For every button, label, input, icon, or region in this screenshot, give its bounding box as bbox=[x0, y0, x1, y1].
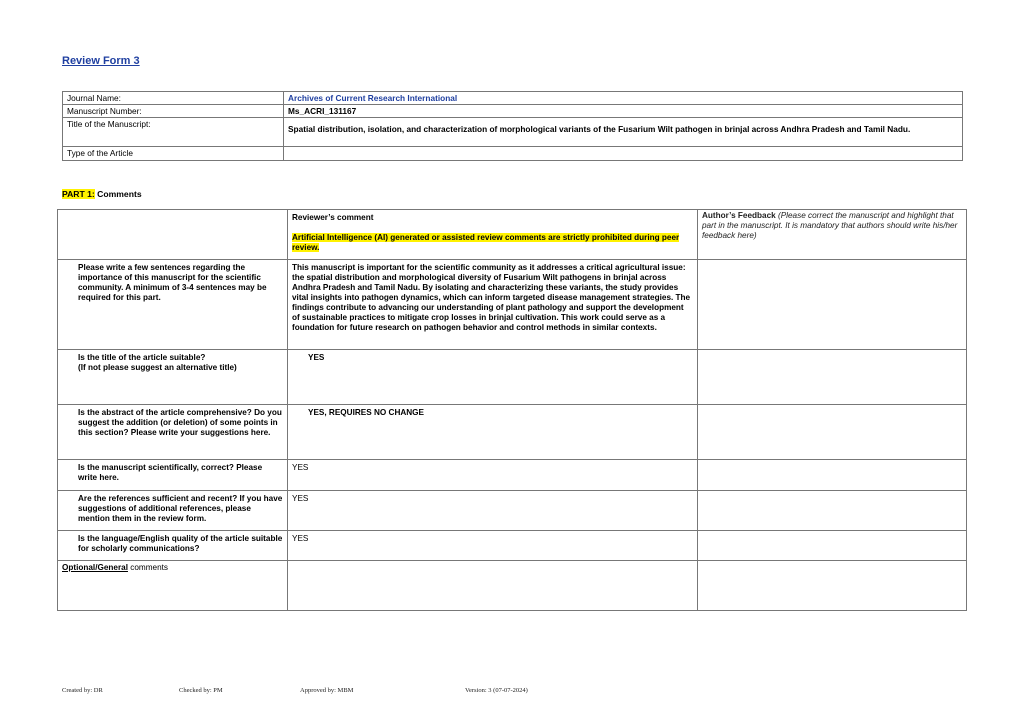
journal-value: Archives of Current Research International bbox=[284, 92, 963, 105]
comments-suffix: comments bbox=[127, 563, 169, 572]
part1-label: PART 1: bbox=[62, 189, 95, 199]
manuscript-title-label: Title of the Manuscript: bbox=[63, 118, 284, 147]
footer-approved-by: Approved by: MBM bbox=[300, 687, 354, 694]
answer-importance[interactable]: This manuscript is important for the scientific community as it addresses a critical agricultural issue: the spatial distribution and morphological diversity of Fusarium Wilt pathogens in brinjal across Andhra Pradesh and Tamil Nadu. By isolating and characterizing these variants, the study provides vital insights into pathogen dynamics, which can inform targeted disease management strategies. The findings contribute to advancing our understanding of plant pathology and support the development of sustainable practices to mitigate crop losses in brinjal cultivation. This work could serve as a foundation for future research on pathogen behavior and control methods in similar contexts. bbox=[288, 260, 698, 350]
manuscript-number-label: Manuscript Number: bbox=[63, 105, 284, 118]
optional-comments-cell[interactable] bbox=[288, 561, 698, 611]
author-feedback-instructions: (Please correct the manuscript and highlight that part in the manuscript. It is mandatory that authors should write his/her feedback here) bbox=[702, 211, 958, 240]
table-row bbox=[58, 460, 967, 491]
question-abstract: Is the abstract of the article comprehensive? Do you suggest the addition (or deletion) of some points in this section? Please write your suggestions here. bbox=[58, 405, 288, 460]
article-type-label: Type of the Article bbox=[63, 147, 284, 161]
table-row bbox=[58, 491, 967, 531]
table-row bbox=[58, 405, 967, 460]
table-row bbox=[58, 531, 967, 561]
manuscript-title-value: Spatial distribution, isolation, and characterization of morphological variants of the Fusarium Wilt pathogen in brinjal across Andhra Pradesh and Tamil Nadu. bbox=[284, 118, 963, 147]
part1-heading bbox=[62, 189, 142, 199]
table-row bbox=[58, 561, 967, 611]
form-title: Review Form 3 bbox=[62, 55, 140, 67]
footer-version: Version: 3 (07-07-2024) bbox=[465, 687, 528, 694]
manuscript-info-table bbox=[62, 91, 963, 161]
manuscript-number-value: Ms_ACRI_131167 bbox=[284, 105, 963, 118]
journal-label: Journal Name: bbox=[63, 92, 284, 105]
answer-abstract[interactable]: YES, REQUIRES NO CHANGE bbox=[288, 405, 698, 460]
footer-checked-by: Checked by: PM bbox=[179, 687, 223, 694]
author-feedback-cell[interactable] bbox=[698, 350, 967, 405]
comments-table bbox=[57, 209, 967, 611]
question-references: Are the references sufficient and recent? If you have suggestions of additional references, please mention them in the review form. bbox=[58, 491, 288, 531]
header-empty-cell bbox=[58, 210, 288, 260]
table-header-row bbox=[58, 210, 967, 260]
question-scientific: Is the manuscript scientifically, correct? Please write here. bbox=[58, 460, 288, 491]
ai-warning: Artificial Intelligence (AI) generated or assisted review comments are strictly prohibited during peer review. bbox=[292, 233, 680, 252]
question-importance: Please write a few sentences regarding the importance of this manuscript for the scientific community. A minimum of 3-4 sentences may be required for this part. bbox=[58, 260, 288, 350]
question-title-suitable: Is the title of the article suitable? (If not please suggest an alternative title) bbox=[58, 350, 288, 405]
footer-created-by: Created by: DR bbox=[62, 687, 103, 694]
author-feedback-cell[interactable] bbox=[698, 460, 967, 491]
answer-title-suitable[interactable]: YES bbox=[288, 350, 698, 405]
reviewer-comment-title: Reviewer’s comment bbox=[292, 213, 374, 222]
author-feedback-cell[interactable] bbox=[698, 491, 967, 531]
question-language: Is the language/English quality of the article suitable for scholarly communications? bbox=[58, 531, 288, 561]
author-feedback-cell[interactable] bbox=[698, 561, 967, 611]
answer-scientific[interactable]: YES bbox=[288, 460, 698, 491]
optional-general-label: Optional/General bbox=[62, 563, 128, 572]
reviewer-comment-header bbox=[288, 210, 698, 260]
answer-references[interactable]: YES bbox=[288, 491, 698, 531]
author-feedback-header bbox=[698, 210, 967, 260]
answer-language[interactable]: YES bbox=[288, 531, 698, 561]
author-feedback-cell[interactable] bbox=[698, 531, 967, 561]
table-row bbox=[58, 260, 967, 350]
author-feedback-cell[interactable] bbox=[698, 405, 967, 460]
author-feedback-title: Author’s Feedback bbox=[702, 211, 776, 220]
part1-comments-label: Comments bbox=[94, 189, 142, 199]
optional-comments-label bbox=[58, 561, 288, 611]
author-feedback-cell[interactable] bbox=[698, 260, 967, 350]
article-type-value bbox=[284, 147, 963, 161]
table-row bbox=[58, 350, 967, 405]
